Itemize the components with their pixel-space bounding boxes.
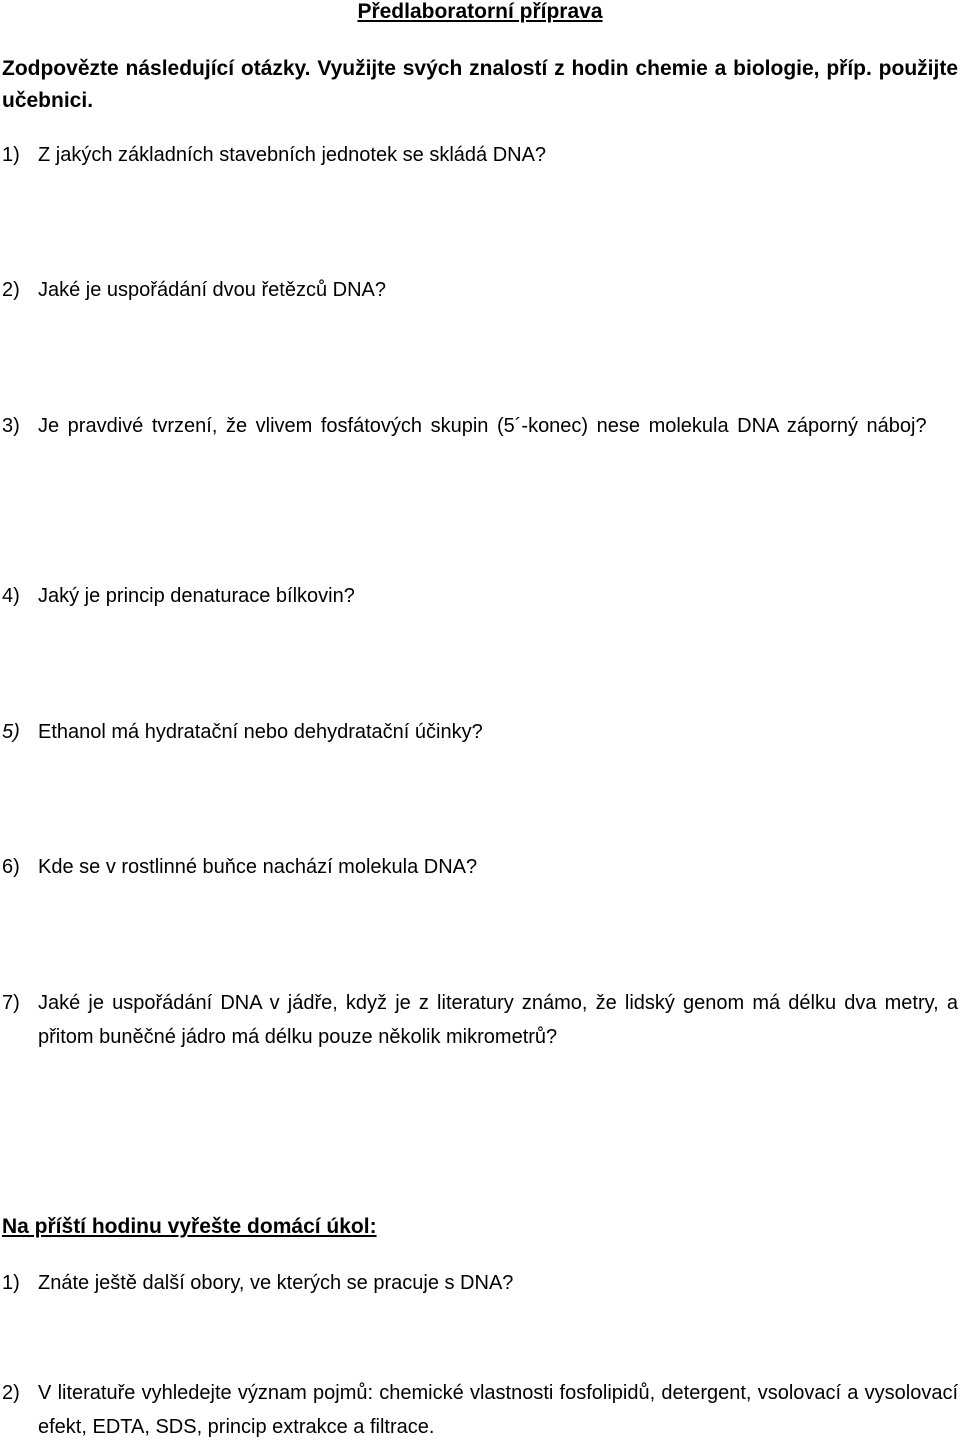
question-1 [2,138,958,172]
question-6 [2,850,958,884]
task-text: Znáte ještě další obory, ve kterých se pracuje s DNA? [38,1272,514,1294]
question-number: 7) [2,992,20,1014]
question-number: 6) [2,856,20,878]
task-number: 2) [2,1382,20,1404]
question-4 [2,579,958,613]
question-number: 5) [2,721,20,743]
homework-task-1 [2,1266,958,1300]
question-number: 2) [2,279,20,301]
question-number: 3) [2,415,20,437]
question-3 [2,409,958,443]
homework-heading: Na příští hodinu vyřešte domácí úkol: [2,1215,377,1238]
question-number: 4) [2,585,20,607]
question-text: Jaký je princip denaturace bílkovin? [38,585,355,607]
instructions: Zodpovězte následující otázky. Využijte svých znalostí z hodin chemie a biologie, příp. použijte učebnici. [2,57,958,112]
question-7 [2,986,958,1054]
question-text: Kde se v rostlinné buňce nachází molekula DNA? [38,856,478,878]
question-text: Jaké je uspořádání dvou řetězců DNA? [38,279,386,301]
question-text: Z jakých základních stavebních jednotek se skládá DNA? [38,144,547,166]
question-text: Je pravdivé tvrzení, že vlivem fosfátových skupin (5´-konec) nese molekula DNA záporný náboj? [38,415,927,437]
page-title: Předlaboratorní příprava [357,0,603,23]
question-text: Jaké je uspořádání DNA v jádře, když je z literatury známo, že lidský genom má délku dva metry, a přitom buněčné jádro má délku pouze několik mikrometrů? [38,992,958,1048]
task-text: V literatuře vyhledejte význam pojmů: chemické vlastnosti fosfolipidů, detergent, vsolovací a vysolovací efekt, EDTA, SDS, princip extrakce a filtrace. [38,1382,958,1438]
question-number: 1) [2,144,20,166]
question-2 [2,273,958,307]
question-text: Ethanol má hydratační nebo dehydratační účinky? [38,721,483,743]
task-number: 1) [2,1272,20,1294]
question-5 [2,715,958,749]
homework-task-2 [2,1376,958,1444]
